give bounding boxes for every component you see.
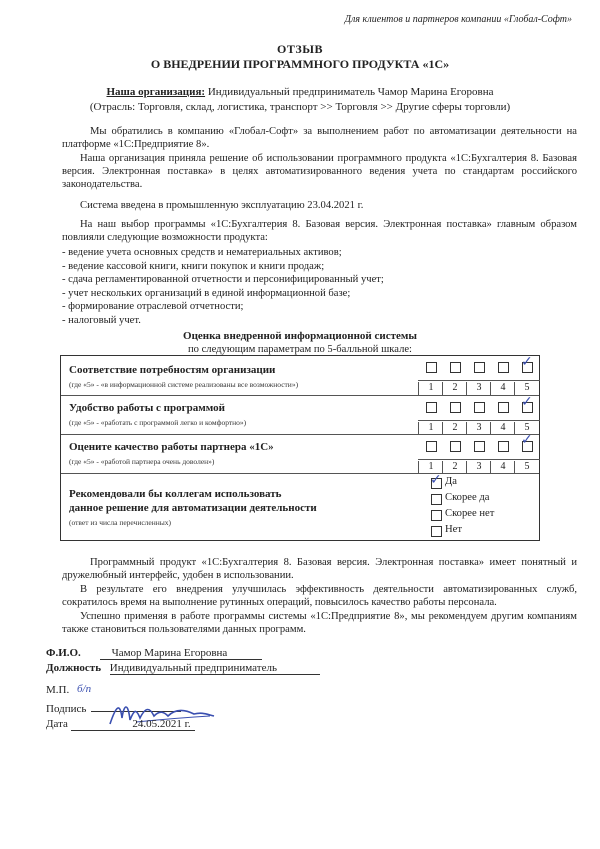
scale-number: 2 [442, 422, 467, 435]
recommend-hint: (ответ из числа перечисленных) [69, 518, 172, 527]
criterion-row [61, 356, 539, 396]
position-line [46, 662, 320, 675]
list-item: - формирование отраслевой отчетности; [62, 301, 244, 313]
criterion-row [61, 432, 539, 474]
position-value: Индивидуальный предприниматель [110, 662, 320, 675]
scale-number: 1 [418, 461, 443, 474]
scale-number: 3 [466, 422, 491, 435]
signature-label: Подпись [46, 703, 87, 715]
paragraph-2: Наша организация приняла решение об использовании программного продукта «1С:Бухгалтерия 8. Базовая версия. Электронная поставка» в целях автоматизированного ведения учета по стандартам российского законодательства. [62, 153, 577, 191]
rating-checkbox-4[interactable] [498, 441, 509, 452]
rating-checkbox-3[interactable] [474, 362, 485, 373]
scale-number: 4 [490, 461, 515, 474]
closing-paragraph-2: В результате его внедрения улучшилась эффективность деятельности автоматизированных служб, сократилось время на выполнение рутинных операций, повысилось качество работы персонала. [62, 584, 577, 609]
criterion-hint: (где «5» - «работать с программой легко и комфортно») [69, 418, 247, 427]
recommend-option-no[interactable]: Нет [431, 524, 494, 540]
fio-value: Чамор Марина Егоровна [100, 647, 262, 660]
date-line [46, 718, 195, 731]
document-title: ОТЗЫВ [277, 42, 323, 56]
checkbox[interactable] [431, 510, 442, 521]
checkmark-icon: ✓ [521, 394, 533, 410]
scale-number: 1 [418, 422, 443, 435]
rating-checkbox-3[interactable] [474, 441, 485, 452]
document-subtitle: О ВНЕДРЕНИИ ПРОГРАММНОГО ПРОДУКТА «1С» [150, 57, 450, 71]
evaluation-title: Оценка внедренной информационной системы [183, 330, 417, 342]
criterion-hint: (где «5» - «работой партнера очень доволен») [69, 457, 215, 466]
checkmark-icon: ✓ [521, 432, 533, 448]
criterion-row [61, 396, 539, 435]
scale-number: 2 [442, 382, 467, 395]
date-value: 24.05.2021 г. [71, 718, 195, 731]
features-list [62, 246, 562, 328]
paragraph-1: Мы обратились в компанию «Глобал-Софт» за выполнением работ по автоматизации деятельности на платформе «1С:Предприятие 8». [62, 126, 577, 151]
scale-number: 4 [490, 422, 515, 435]
scale-number: 5 [514, 461, 539, 474]
fio-line [46, 647, 262, 660]
rating-scale [418, 356, 540, 396]
stamp-mark: б/п [77, 683, 92, 695]
list-item: - налоговый учет. [62, 314, 141, 326]
recommend-option-rather-yes[interactable]: Скорее да [431, 492, 494, 508]
date-label: Дата [46, 718, 68, 730]
organization-industry: (Отрасль: Торговля, склад, логистика, транспорт >> Торговля >> Другие сферы торговли) [89, 101, 511, 113]
rating-scale [418, 396, 540, 435]
criterion-hint: (где «5» - «в информационной системе реализованы все возможности») [69, 380, 299, 389]
recommend-label-line1: Рекомендовали бы коллегам использовать [69, 488, 282, 500]
rating-checkbox-1[interactable] [426, 362, 437, 373]
recommend-label-line2: данное решение для автоматизации деятельности [69, 502, 317, 514]
rating-checkbox-1[interactable] [426, 441, 437, 452]
scale-number: 3 [466, 461, 491, 474]
closing-paragraph-1: Программный продукт «1С:Бухгалтерия 8. Базовая версия. Электронная поставка» имеет понятный и дружелюбный интерфейс, удобен в использовании. [62, 557, 577, 582]
rating-checkbox-4[interactable] [498, 362, 509, 373]
rating-checkbox-2[interactable] [450, 441, 461, 452]
checkmark-icon: ✓ [521, 354, 533, 370]
closing-paragraph-3: Успешно применяя в работе программы системы «1С:Предприятие 8», мы рекомендуем другим компаниям также становиться пользователями данных программ. [62, 611, 577, 636]
position-label: Должность [46, 662, 102, 674]
organization-label: Наша организация: [106, 86, 206, 98]
scale-number: 2 [442, 461, 467, 474]
checkbox[interactable] [431, 494, 442, 505]
evaluation-subtitle: по следующим параметрам по 5-балльной шкале: [187, 344, 412, 355]
fio-label: Ф.И.О. [46, 647, 81, 659]
organization-name: Индивидуальный предприниматель Чамор Марина Егоровна [207, 86, 494, 98]
evaluation-table [60, 355, 540, 541]
organization-line [0, 86, 600, 98]
list-item: - ведение учета основных средств и нематериальных активов; [62, 247, 342, 258]
rating-checkbox-3[interactable] [474, 402, 485, 413]
rating-checkbox-2[interactable] [450, 362, 461, 373]
scale-number: 5 [514, 422, 539, 435]
recommend-row [61, 474, 539, 540]
list-item: - ведение кассовой книги, книги покупок и книги продаж; [62, 260, 325, 272]
scale-number: 5 [514, 382, 539, 395]
recommend-option-rather-no[interactable]: Скорее нет [431, 508, 494, 524]
list-item: - сдача регламентированной отчетности и персонифицированный учет; [62, 274, 384, 286]
list-item: - учет нескольких организаций в единой информационной базе; [62, 287, 351, 299]
recommend-option-yes[interactable]: ✓ Да [430, 472, 457, 488]
scale-number: 1 [418, 382, 443, 395]
rating-checkbox-1[interactable] [426, 402, 437, 413]
criterion-label: Удобство работы с программой [69, 402, 225, 414]
scale-number: 3 [466, 382, 491, 395]
scale-number: 4 [490, 382, 515, 395]
checkmark-icon: ✓ [430, 472, 442, 488]
paragraph-3: Система введена в промышленную эксплуатацию 23.04.2021 г. [80, 200, 364, 211]
paragraph-4: На наш выбор программы «1С:Бухгалтерия 8. Базовая версия. Электронная поставка» главным образом повлияли следующие возможности продукта: [62, 219, 577, 244]
rating-checkbox-2[interactable] [450, 402, 461, 413]
criterion-label: Оцените качество работы партнера «1С» [69, 441, 274, 453]
stamp-line [46, 684, 69, 696]
checkbox[interactable] [431, 526, 442, 537]
rating-checkbox-4[interactable] [498, 402, 509, 413]
rating-scale [418, 432, 540, 474]
stamp-label: М.П. [46, 684, 70, 696]
criterion-label: Соответствие потребностям организации [69, 364, 276, 376]
recommend-options [430, 472, 495, 540]
header-note: Для клиентов и партнеров компании «Глобал-Софт» [344, 14, 572, 25]
